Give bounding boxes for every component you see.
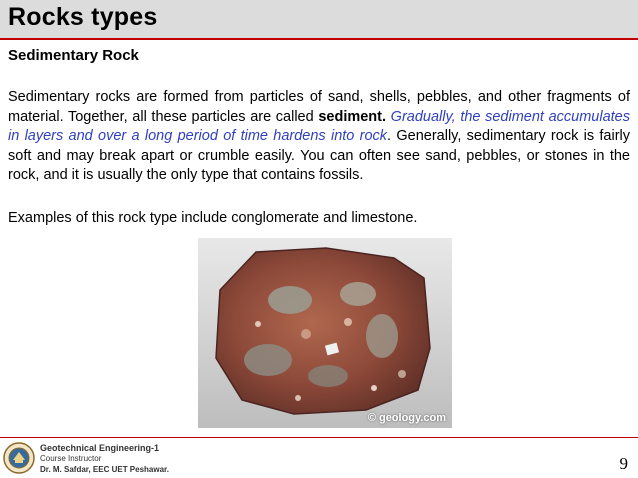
body-paragraph xyxy=(8,88,630,186)
slide-title: Rocks types xyxy=(8,3,158,31)
rock-illustration xyxy=(198,238,452,428)
highlighted-sentence: Gradually, the sediment accumulates in layers and over a long period of time hardens into rock xyxy=(8,108,630,144)
page-number: 9 xyxy=(619,454,628,473)
footer-divider xyxy=(0,437,638,438)
paragraph-text-continued: . Generally, sedimentary rock is fairly soft and may break apart or crumble easily. You can often see sand, pebbles, or stones in the rock, and it is usually the only type that contains fossils. xyxy=(8,128,630,183)
conglomerate-rock-image xyxy=(198,238,452,428)
footer-role: Course Instructor xyxy=(40,454,102,463)
footer-instructor: Dr. M. Safdar, EEC UET Peshawar. xyxy=(40,465,169,474)
footer-course: Geotechnical Engineering-1 xyxy=(40,443,160,453)
image-credit: © geology.com xyxy=(367,412,446,424)
examples-paragraph: Examples of this rock type include conglomerate and limestone. xyxy=(8,210,418,226)
title-bar xyxy=(0,0,638,40)
section-heading: Sedimentary Rock xyxy=(8,47,139,64)
paragraph-text: Sedimentary rocks are formed from particles of sand, shells, pebbles, and other fragments of material. Together, all these particles are called xyxy=(8,89,630,125)
sediment-term: sediment. xyxy=(318,108,387,125)
university-logo xyxy=(3,441,35,475)
